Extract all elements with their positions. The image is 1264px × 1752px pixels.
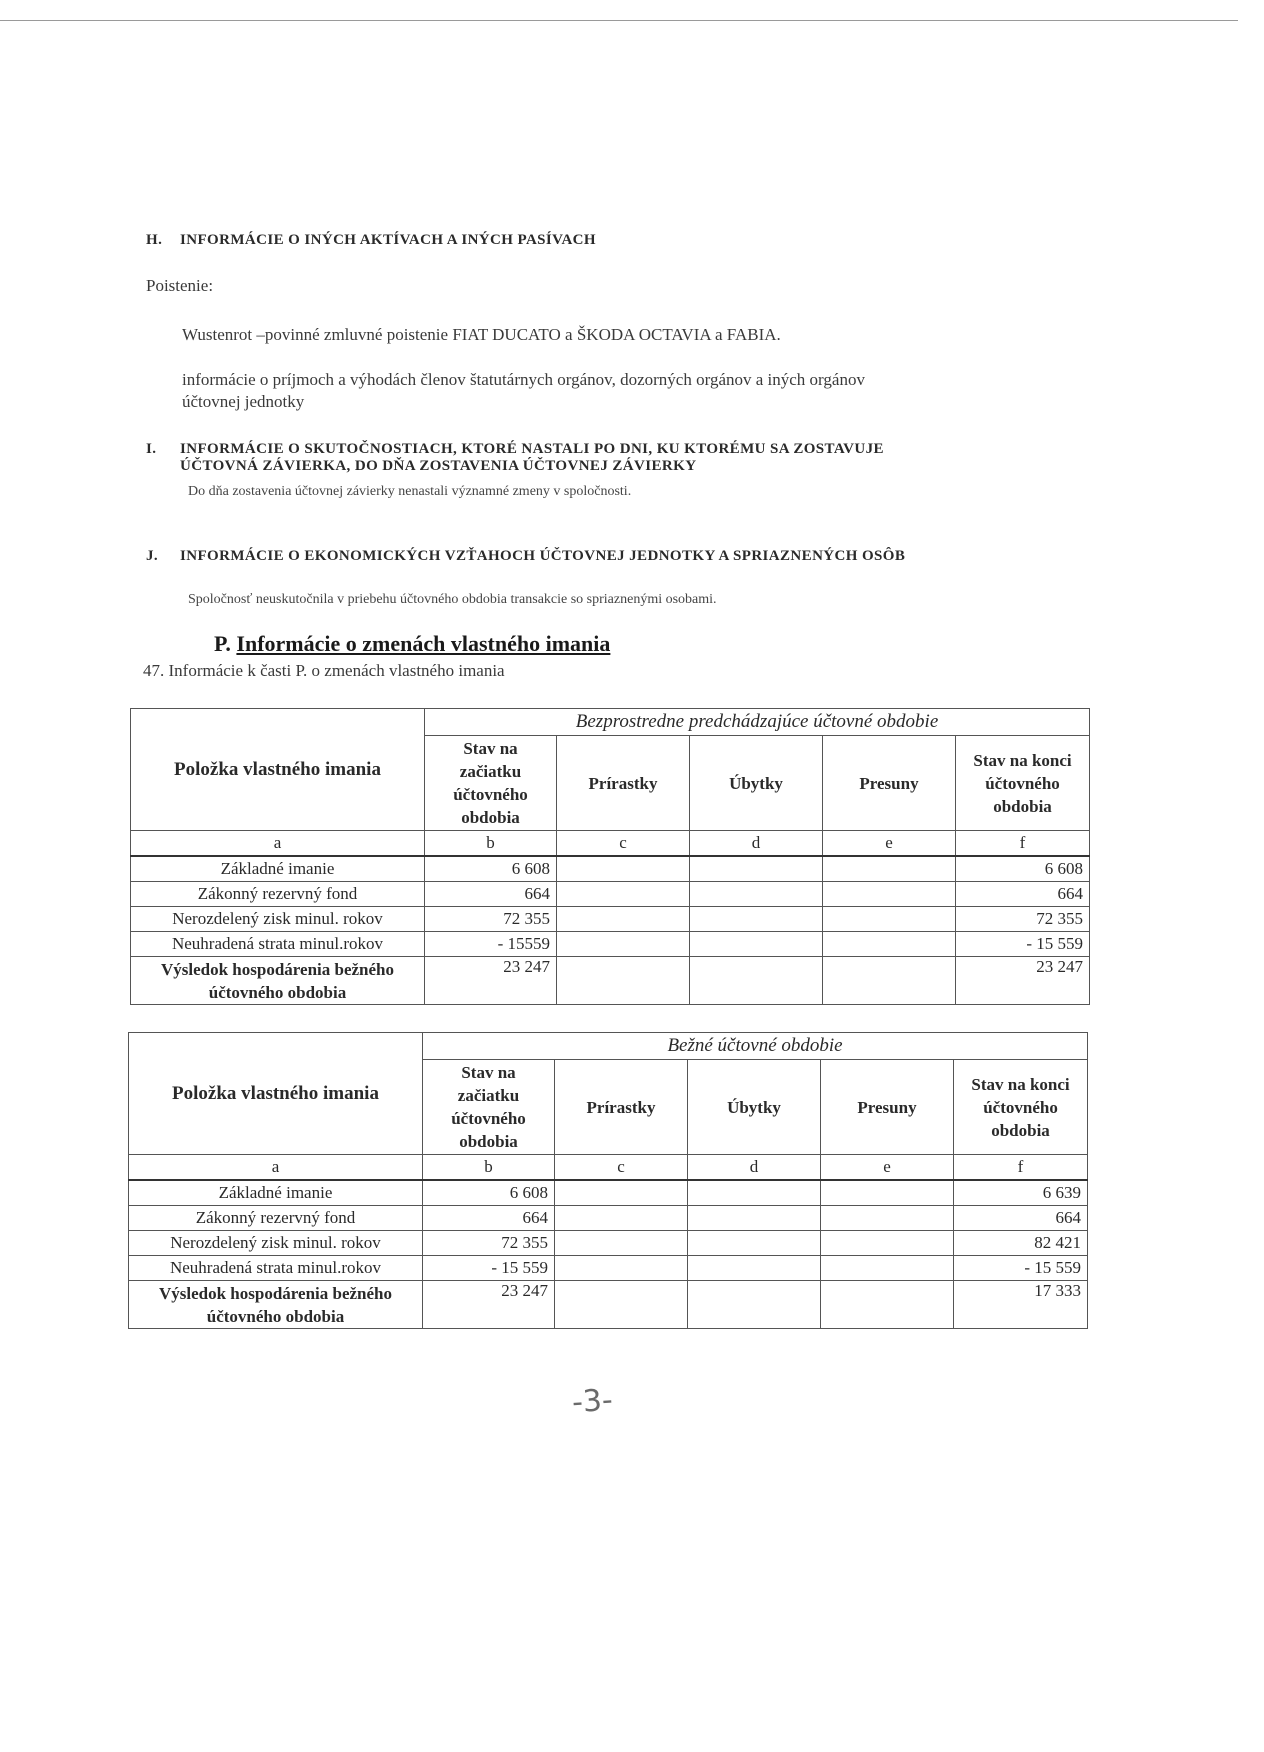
- header-col-d: Úbytky: [688, 1060, 821, 1155]
- header-col-d: Úbytky: [690, 736, 823, 831]
- col-letter-e: e: [823, 831, 956, 857]
- cell-b: - 15559: [425, 932, 557, 957]
- cell-f: - 15 559: [956, 932, 1090, 957]
- col-letter-b: b: [423, 1155, 555, 1181]
- header-col-c: Prírastky: [555, 1060, 688, 1155]
- cell-e: [821, 1206, 954, 1231]
- cell-b: 72 355: [423, 1231, 555, 1256]
- insurance-line: Wustenrot –povinné zmluvné poistenie FIAT DUCATO a ŠKODA OCTAVIA a FABIA.: [182, 325, 781, 344]
- cell-d: [688, 1180, 821, 1206]
- cell-c: [557, 882, 690, 907]
- header-item: Položka vlastného imania: [129, 1033, 423, 1155]
- section-i-title-line2: ÚČTOVNÁ ZÁVIERKA, DO DŇA ZOSTAVENIA ÚČTOVNEJ ZÁVIERKY: [180, 458, 697, 474]
- cell-f: 72 355: [956, 907, 1090, 932]
- section-j-letter: J.: [146, 548, 159, 564]
- table-row: [131, 856, 1090, 882]
- cell-e: [823, 907, 956, 932]
- header-item: Položka vlastného imania: [131, 709, 425, 831]
- cell-b: 664: [423, 1206, 555, 1231]
- row-name: Zákonný rezervný fond: [131, 882, 425, 907]
- row-name: Nerozdelený zisk minul. rokov: [129, 1231, 423, 1256]
- cell-b: 6 608: [425, 856, 557, 882]
- equity-table-current: [128, 1032, 1088, 1329]
- cell-d: [690, 856, 823, 882]
- table-row: [129, 1281, 1088, 1329]
- row-name: Základné imanie: [131, 856, 425, 882]
- header-col-e: Presuny: [823, 736, 956, 831]
- cell-c: [557, 957, 690, 1005]
- cell-b: - 15 559: [423, 1256, 555, 1281]
- cell-d: [690, 932, 823, 957]
- cell-e: [821, 1180, 954, 1206]
- cell-d: [688, 1281, 821, 1329]
- section-p-prefix: P.: [214, 631, 231, 656]
- cell-c: [555, 1206, 688, 1231]
- cell-b: 6 608: [423, 1180, 555, 1206]
- cell-b: 23 247: [425, 957, 557, 1005]
- section-i-text: Do dňa zostavenia účtovnej závierky nenastali významné zmeny v spoločnosti.: [188, 484, 632, 499]
- cell-f: - 15 559: [954, 1256, 1088, 1281]
- cell-b: 72 355: [425, 907, 557, 932]
- section-p-title: [214, 631, 610, 657]
- row-name: Základné imanie: [129, 1180, 423, 1206]
- table-row: [131, 907, 1090, 932]
- cell-c: [557, 856, 690, 882]
- table-row: [129, 1256, 1088, 1281]
- cell-d: [688, 1256, 821, 1281]
- cell-f: 664: [954, 1206, 1088, 1231]
- table-row: [129, 1231, 1088, 1256]
- section-h-letter: H.: [146, 232, 163, 248]
- section-j-title: INFORMÁCIE O EKONOMICKÝCH VZŤAHOCH ÚČTOVNEJ JEDNOTKY A SPRIAZNENÝCH OSÔB: [180, 548, 906, 564]
- cell-e: [821, 1256, 954, 1281]
- col-letter-f: f: [954, 1155, 1088, 1181]
- cell-f: 6 639: [954, 1180, 1088, 1206]
- period-label: Bežné účtovné obdobie: [423, 1033, 1088, 1060]
- table-row: [129, 1180, 1088, 1206]
- page-number: -3-: [570, 1382, 614, 1421]
- col-letter-b: b: [425, 831, 557, 857]
- cell-f: 82 421: [954, 1231, 1088, 1256]
- cell-b: 664: [425, 882, 557, 907]
- cell-f: 6 608: [956, 856, 1090, 882]
- cell-d: [688, 1231, 821, 1256]
- benefits-line-1: informácie o príjmoch a výhodách členov štatutárnych orgánov, dozorných orgánov a iných orgánov: [182, 370, 865, 389]
- header-col-e: Presuny: [821, 1060, 954, 1155]
- col-letter-f: f: [956, 831, 1090, 857]
- cell-b: 23 247: [423, 1281, 555, 1329]
- section-i-title-line1: INFORMÁCIE O SKUTOČNOSTIACH, KTORÉ NASTALI PO DNI, KU KTORÉMU SA ZOSTAVUJE: [180, 441, 884, 457]
- table-row: [131, 932, 1090, 957]
- section-h-heading: [146, 232, 596, 249]
- benefits-line-2: účtovnej jednotky: [182, 392, 305, 411]
- equity-table-previous: [130, 708, 1090, 1005]
- col-letter-d: d: [690, 831, 823, 857]
- col-letter-d: d: [688, 1155, 821, 1181]
- row-name: Zákonný rezervný fond: [129, 1206, 423, 1231]
- header-col-b: Stav na začiatku účtovného obdobia: [425, 736, 557, 831]
- row-name: Nerozdelený zisk minul. rokov: [131, 907, 425, 932]
- cell-c: [555, 1281, 688, 1329]
- cell-f: 17 333: [954, 1281, 1088, 1329]
- header-col-f: Stav na konci účtovného obdobia: [954, 1060, 1088, 1155]
- section-i-heading: [146, 441, 884, 458]
- cell-e: [821, 1231, 954, 1256]
- table-row: [129, 1206, 1088, 1231]
- period-label: Bezprostredne predchádzajúce účtovné obdobie: [425, 709, 1090, 736]
- row-name: Neuhradená strata minul.rokov: [129, 1256, 423, 1281]
- table-row: [131, 957, 1090, 1005]
- top-border-line: [0, 20, 1238, 21]
- row-name: Výsledok hospodárenia bežného účtovného obdobia: [129, 1281, 423, 1329]
- cell-d: [688, 1206, 821, 1231]
- section-p-title-text: Informácie o zmenách vlastného imania: [236, 631, 611, 656]
- cell-e: [823, 932, 956, 957]
- row-name: Výsledok hospodárenia bežného účtovného obdobia: [131, 957, 425, 1005]
- col-letter-c: c: [555, 1155, 688, 1181]
- cell-d: [690, 957, 823, 1005]
- table-row: [131, 882, 1090, 907]
- cell-d: [690, 907, 823, 932]
- section-j-heading: [146, 548, 905, 565]
- col-letter-e: e: [821, 1155, 954, 1181]
- cell-c: [555, 1180, 688, 1206]
- col-letter-c: c: [557, 831, 690, 857]
- header-col-b: Stav na začiatku účtovného obdobia: [423, 1060, 555, 1155]
- cell-e: [823, 856, 956, 882]
- section-i-letter: I.: [146, 441, 157, 457]
- col-letter-a: a: [131, 831, 425, 857]
- section-j-text: Spoločnosť neuskutočnila v priebehu účtovného obdobia transakcie so spriaznenými osobami.: [188, 592, 717, 607]
- cell-c: [555, 1256, 688, 1281]
- cell-f: 23 247: [956, 957, 1090, 1005]
- cell-d: [690, 882, 823, 907]
- cell-c: [555, 1231, 688, 1256]
- col-letter-a: a: [129, 1155, 423, 1181]
- cell-e: [823, 882, 956, 907]
- row-name: Neuhradená strata minul.rokov: [131, 932, 425, 957]
- header-col-c: Prírastky: [557, 736, 690, 831]
- section-p-subtitle: 47. Informácie k časti P. o zmenách vlastného imania: [143, 661, 505, 680]
- section-h-title: INFORMÁCIE O INÝCH AKTÍVACH A INÝCH PASÍVACH: [180, 232, 596, 248]
- cell-c: [557, 907, 690, 932]
- insurance-label: Poistenie:: [146, 276, 214, 295]
- cell-e: [823, 957, 956, 1005]
- cell-e: [821, 1281, 954, 1329]
- cell-c: [557, 932, 690, 957]
- header-col-f: Stav na konci účtovného obdobia: [956, 736, 1090, 831]
- cell-f: 664: [956, 882, 1090, 907]
